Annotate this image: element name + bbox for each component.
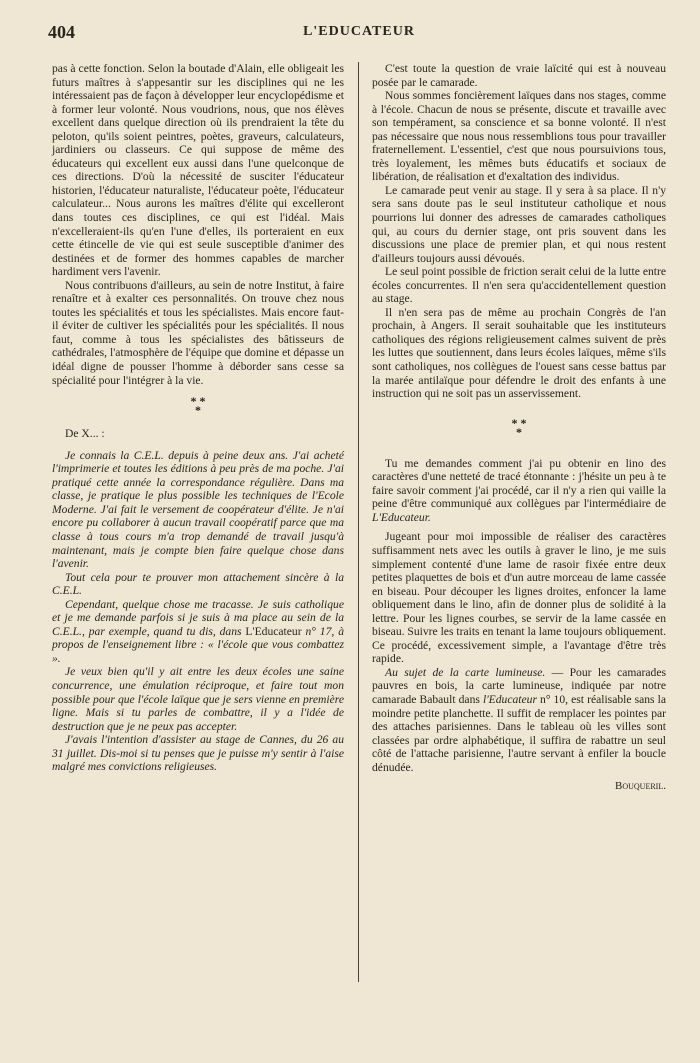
paragraph: C'est toute la question de vraie laïcité qui est à nouveau posée par le camarade.: [372, 62, 666, 89]
text-run: Cependant, quelque chose me tracasse. Je suis catholique et je me demande parfois si je suis à ma place au sein de la C.E.L., par exemple, quand tu dis, dans: [52, 597, 344, 638]
journal-reference: L'Educateur: [245, 624, 302, 638]
section-separator: * * *: [511, 415, 527, 439]
paragraph: Il n'en sera pas de même au prochain Congrès de l'an prochain, à Angers. Il serait souhaitable que les instituteurs catholiques des régions religieusement calmes suivent de près les luttes que soutiennent, dans leurs écoles laïques, même s'ils sont catholiques, nos collègues de l'ouest sans cesse battus par la marée antilaïque pour défendre le droit des enfants à une instruction qui ne soit pas un asservissement.: [372, 305, 666, 401]
column-divider: [358, 62, 359, 982]
text-run: — Pour les camarades pauvres en bois, la carte lumineuse, indiquée par notre camarade Babault dans: [372, 665, 666, 706]
text-run: n° 10, est réalisable sans la moindre petite planchette. Il suffit de remplacer les pointes par des attaches parisiennes. Dans le tableau où les villes sont classées par ordre alphabétique, il suffira de rabattre un seul côté de l'attache parisienne, l'autre servant à enfiler la boucle dénudée.: [372, 692, 666, 774]
journal-reference: l'Educateur: [482, 692, 537, 706]
paragraph: [372, 666, 666, 774]
right-column: [372, 62, 666, 794]
paragraph: Le camarade peut venir au stage. Il y sera à sa place. Il n'y sera sans doute pas le seul instituteur catholique et nous pourrions lui donner des adresses de camarades catholiques qui, au cours du dernier stage, ont pris souvent dans les discussions une place de premier plan, et qui nous restent d'ailleurs toujours aussi dévoués.: [372, 183, 666, 265]
letter-paragraph: Je veux bien qu'il y ait entre les deux écoles une saine concurrence, une émulation réciproque, et faire tout mon possible pour que l'école laïque que je sers vienne en première ligne. Mais si tu parles de combattre, il y a l'idée de destruction que je ne peux pas accepter.: [52, 665, 344, 733]
page-header: [48, 22, 670, 44]
signature: Bouqueril.: [615, 780, 666, 793]
section-separator: * * *: [190, 394, 206, 418]
text-run: n° 17, à propos de l'enseignement libre : « l'école que vous combattez ».: [52, 624, 344, 665]
paragraph: Le seul point possible de friction serait celui de la lutte entre écoles concurrentes. Il n'en sera qu'accidentellement question au stage.: [372, 265, 666, 306]
journal-reference: L'Educateur.: [372, 510, 431, 524]
letter-salutation: De X... :: [65, 427, 105, 441]
journal-title: L'EDUCATEUR: [303, 24, 415, 39]
letter-paragraph: Je connais la C.E.L. depuis à peine deux ans. J'ai acheté l'imprimerie et toutes les éditions à peu près de ma poche. J'ai pratiqué cette année la correspondance régulière. Dans ma classe, je pratique le plus possible les techniques de l'Ecole Moderne. J'ai fait le versement de coopérateur d'élite. Je n'ai encore pu collaborer à aucun travail coopératif parce que ma classe à tous cours m'a trop demandé de travail jusqu'à maintenant, mais je compte bien faire quelque chose dans l'avenir.: [52, 448, 344, 571]
text-run: Tu me demandes comment j'ai pu obtenir en lino des caractères d'une netteté de tracé étonnante : j'hésite un peu à te faire savoir comment j'ai procédé, car il n'y a rien qui vaille la peine d'être communiqué aux collègues par l'intermédiaire de: [372, 456, 666, 511]
paragraph: Jugeant pour moi impossible de réaliser des caractères suffisamment nets avec les outils à graver le lino, je me suis simplement contenté d'une lame de rasoir fixée entre deux petites plaquettes de bois et d'un autre morceau de lame cassée en biseau. Pour découper les lignes droites, enfoncer la lame obliquement dans le lino, afin de donner plus de solidité à la lettre. Pour les lignes courbes, se servir de la lame cassée en biseau. Suivre les traits en tenant la lame toujours obliquement. Ce procédé, excessivement simple, a l'avantage d'être très rapide.: [372, 530, 666, 666]
letter-paragraph: J'avais l'intention d'assister au stage de Cannes, du 26 au 31 juillet. Dis-moi si tu penses que je puisse m'y sentir à l'aise malgré mes convictions religieuses.: [52, 733, 344, 774]
paragraph: Nous contribuons d'ailleurs, au sein de notre Institut, à faire renaître et à exalter ces personnalités. On trouve chez nous toutes les spécialités et tous les spécialistes. Mais encore faut-il éviter de cultiver les spécialités pour les spécialités. Il nous faut, comme à tous les spécialistes des bâtisseurs de cathédrales, l'atmosphère de l'équipe que domine et dépasse un idéal digne de pousser l'homme à déborder sans cesse sa spécialité pour l'intégrer à la vie.: [52, 278, 344, 387]
paragraph: [372, 457, 666, 525]
left-column: [52, 62, 344, 774]
paragraph: Nous sommes foncièrement laïques dans nos stages, comme à l'école. Chacun de nous se présente, discute et travaille avec son tempérament, sa conscience et sa bonne volonté. Il n'est pas nécessaire que nous nous ressemblions tous pour travailler fraternellement. L'essentiel, c'est que nous poursuivions tous, très loyalement, les mêmes buts éducatifs et sociaux de libération, de réalisation et d'exaltation des individus.: [372, 89, 666, 184]
section-lead: Au sujet de la carte lumineuse.: [385, 665, 546, 679]
page-number: 404: [48, 22, 75, 42]
paragraph: pas à cette fonction. Selon la boutade d'Alain, elle obligeait les futurs maîtres à s'appesantir sur les disciplines qui ne les intéressaient pas de façon à développer leur encyclopédisme et à former leur volonté. Nous voudrions, nous, que nos élèves excellent dans quelque direction où ils prendraient la tête du peloton, qu'ils soient peintres, poètes, graveurs, calculateurs, jardiniers ou classeurs. Ce qui suppose de même des éducateurs qui excellent eux aussi dans l'une quelconque de ces directions. D'où la nécessité de susciter l'éducateur historien, l'éducateur naturaliste, l'éducateur poète, l'éducateur calculateur... Nous aurons les maîtres d'élite qui excelleront dans toutes ces disciplines, ce qui est l'idéal. Mais n'excelleraient-ils qu'en l'une d'elles, ils porteraient en eux cette étincelle de vie qui est seule susceptible d'animer des destinées et de former des hommes capables de marcher hardiment vers l'avenir.: [52, 62, 344, 279]
letter-paragraph: Tout cela pour te prouver mon attachement sincère à la C.E.L.: [52, 570, 344, 598]
letter-paragraph: [52, 598, 344, 666]
